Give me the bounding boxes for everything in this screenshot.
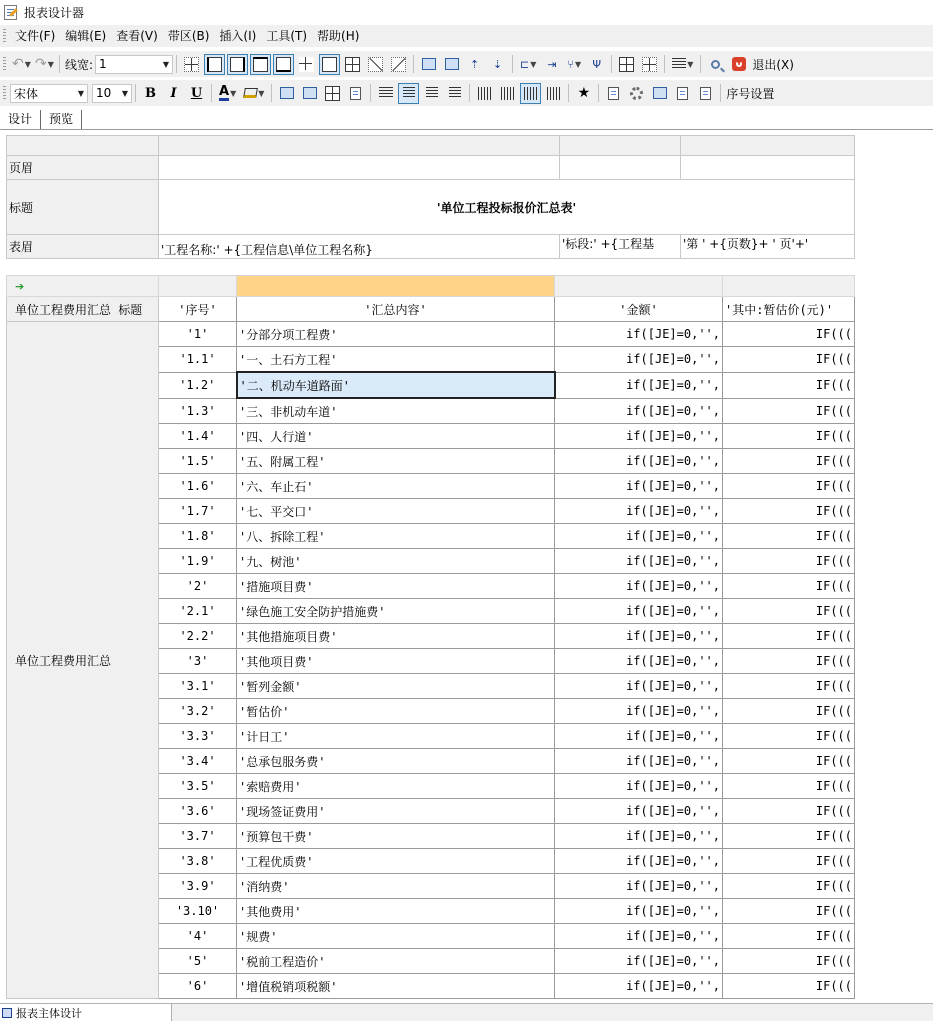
split-icon: ⑂ [567, 57, 575, 71]
menu-insert[interactable]: 插入(I) [219, 29, 257, 43]
row-layout-button[interactable] [639, 54, 660, 75]
menu-file[interactable]: 文件(F) [15, 29, 56, 43]
cell-seq[interactable]: '5' [159, 949, 237, 974]
cell-seq[interactable]: '3.9' [159, 874, 237, 899]
band-label-table-header: 表眉 [7, 235, 159, 259]
cell-amount[interactable]: if([JE]=0,'', [555, 424, 723, 449]
window-titlebar [0, 0, 933, 24]
cell-estimate[interactable]: IF((( [723, 674, 855, 699]
ruler-corner [7, 136, 159, 156]
design-canvas[interactable] [0, 130, 933, 1002]
menu-view[interactable]: 查看(V) [116, 29, 158, 43]
cell-amount[interactable]: if([JE]=0,'', [555, 824, 723, 849]
cell-seq[interactable]: '2' [159, 574, 237, 599]
cell-amount[interactable]: if([JE]=0,'', [555, 372, 723, 398]
separator [611, 55, 612, 73]
cell-seq[interactable]: '3.1' [159, 674, 237, 699]
border-none-button[interactable] [181, 54, 202, 75]
cell-amount[interactable]: if([JE]=0,'', [555, 874, 723, 899]
cell-amount[interactable]: if([JE]=0,'', [555, 974, 723, 999]
separator [469, 84, 470, 102]
cell-amount[interactable]: if([JE]=0,'', [555, 774, 723, 799]
ruler-cell [681, 136, 855, 156]
cell-content[interactable]: '增值税销项税额' [237, 974, 555, 999]
chevron-down-icon: ▼ [77, 88, 84, 98]
menu-edit[interactable]: 编辑(E) [65, 29, 107, 43]
border-right-button[interactable] [227, 54, 248, 75]
cell-content[interactable]: '七、平交口' [237, 499, 555, 524]
cell-estimate[interactable]: IF((( [723, 524, 855, 549]
align-center-icon [426, 87, 438, 99]
cell-estimate[interactable]: IF((( [723, 599, 855, 624]
column-layout-icon [619, 57, 634, 72]
cell-content-selected[interactable]: '二、机动车道路面' [237, 372, 555, 398]
font-size-value: 10 [96, 86, 112, 100]
cell-estimate[interactable]: IF((( [723, 499, 855, 524]
filter-button[interactable] [586, 54, 607, 75]
cell-amount[interactable]: if([JE]=0,'', [555, 574, 723, 599]
seq-settings-button[interactable]: 序号设置 [726, 86, 775, 101]
section-cell[interactable]: '标段:' +{工程基 [560, 235, 681, 259]
border-top-icon [253, 57, 268, 72]
cell-estimate[interactable]: IF((( [723, 799, 855, 824]
table-style-button[interactable] [322, 83, 343, 104]
separator [211, 84, 212, 102]
page-number-cell[interactable]: '第 ' +{页数}+ ' 页'+' [681, 235, 855, 259]
cell-content[interactable]: '税前工程造价' [237, 949, 555, 974]
cell-content[interactable]: '分部分项工程费' [237, 322, 555, 347]
font-size-combo[interactable] [92, 84, 132, 103]
underline-button[interactable] [186, 83, 207, 104]
line-width-label: 线宽: [65, 57, 94, 72]
valign-bottom-icon [524, 87, 537, 100]
border-inner-icon [299, 57, 314, 72]
font-toolbar [0, 80, 933, 106]
status-tab-report-body[interactable] [0, 1004, 172, 1021]
cell-amount[interactable]: if([JE]=0,'', [555, 849, 723, 874]
cell-estimate[interactable]: IF((( [723, 322, 855, 347]
split-button[interactable]: ⑂ ▼ [567, 57, 582, 71]
cell-style-icon [303, 87, 317, 99]
separator [135, 84, 136, 102]
column-layout-button[interactable] [616, 54, 637, 75]
cell-estimate[interactable]: IF((( [723, 398, 855, 424]
cell-seq[interactable]: '1.4' [159, 424, 237, 449]
field-wizard-icon [700, 87, 711, 100]
valign-top-icon [478, 87, 491, 100]
cell-amount[interactable]: if([JE]=0,'', [555, 749, 723, 774]
border-left-button[interactable] [204, 54, 225, 75]
band-label-page-header: 页眉 [7, 156, 159, 180]
valign-distribute-button[interactable] [543, 83, 564, 104]
separator [512, 55, 513, 73]
column-ruler-amount[interactable] [555, 276, 723, 297]
report-properties-icon [677, 87, 688, 100]
cell-content[interactable]: '四、人行道' [237, 424, 555, 449]
cell-estimate[interactable]: IF((( [723, 849, 855, 874]
align-justify-icon [379, 87, 393, 99]
cell-estimate[interactable]: IF((( [723, 372, 855, 398]
undo-icon: ↶ [12, 56, 24, 72]
cell-estimate[interactable]: IF((( [723, 974, 855, 999]
cell-seq[interactable]: '3.4' [159, 749, 237, 774]
border-all-button[interactable] [342, 54, 363, 75]
diagonal-down-icon [368, 57, 383, 72]
report-designer-icon [2, 4, 18, 20]
edit-cell-button[interactable] [345, 83, 366, 104]
cell-seq[interactable]: '3.3' [159, 724, 237, 749]
align-left-icon [403, 87, 415, 99]
diagonal-down-button[interactable] [365, 54, 386, 75]
bold-icon: B [145, 85, 156, 101]
cell-seq[interactable]: '1.9' [159, 549, 237, 574]
cell-seq[interactable]: '3.6' [159, 799, 237, 824]
header-cell-seq[interactable]: '序号' [159, 297, 237, 322]
exit-icon [732, 57, 746, 71]
cell-seq[interactable]: '3.2' [159, 699, 237, 724]
menubar-grip-icon[interactable] [3, 29, 6, 43]
cell-estimate[interactable]: IF((( [723, 724, 855, 749]
cell-estimate[interactable]: IF((( [723, 874, 855, 899]
separator [413, 55, 414, 73]
page-setup-icon [608, 87, 619, 100]
menu-band[interactable]: 带区(B) [167, 29, 210, 43]
cell-amount[interactable]: if([JE]=0,'', [555, 699, 723, 724]
report-properties-button[interactable] [672, 83, 693, 104]
toolbar-grip-icon[interactable] [3, 57, 6, 71]
separator [720, 84, 721, 102]
redo-icon: ↷ [35, 56, 47, 72]
detail-ruler-corner [7, 276, 159, 297]
cell-format-icon [280, 87, 294, 99]
align-right-button[interactable] [444, 83, 465, 104]
export-button[interactable] [649, 83, 670, 104]
cell-estimate[interactable]: IF((( [723, 949, 855, 974]
cell-content[interactable]: '五、附属工程' [237, 449, 555, 474]
arrow-right-icon: ➔ [15, 280, 25, 293]
merge-left-button[interactable] [418, 54, 439, 75]
cell-content[interactable]: '现场签证费用' [237, 799, 555, 824]
cell-amount[interactable]: if([JE]=0,'', [555, 624, 723, 649]
insert-column-icon: ⇥ [547, 57, 557, 71]
border-none-icon [184, 57, 199, 72]
cell-estimate[interactable]: IF((( [723, 774, 855, 799]
cell-content[interactable]: '规费' [237, 924, 555, 949]
cell-seq[interactable]: '3.8' [159, 849, 237, 874]
detail-band-table [6, 275, 855, 999]
cell-amount[interactable]: if([JE]=0,'', [555, 449, 723, 474]
cell-seq[interactable]: '3' [159, 649, 237, 674]
menu-tools[interactable]: 工具(T) [266, 29, 308, 43]
chevron-down-icon: ▼ [162, 59, 170, 69]
cell-seq[interactable]: '3.7' [159, 824, 237, 849]
cell-amount[interactable]: if([JE]=0,'', [555, 474, 723, 499]
separator [370, 84, 371, 102]
cell-content[interactable]: '绿色施工安全防护措施费' [237, 599, 555, 624]
insert-row-icon: ⊏ [520, 57, 530, 71]
toolbar-grip-icon[interactable] [3, 86, 6, 100]
insert-row-button[interactable]: ⊏ ▼ [520, 57, 537, 71]
line-width-combo[interactable] [95, 55, 173, 74]
fill-color-icon [243, 88, 258, 98]
header-cell-estimate[interactable]: '其中:暂估价(元)' [723, 297, 855, 322]
border-bottom-button[interactable] [273, 54, 294, 75]
align-right-icon [449, 87, 461, 99]
cell-amount[interactable]: if([JE]=0,'', [555, 347, 723, 373]
separator [700, 55, 701, 73]
separator [598, 84, 599, 102]
cell-seq[interactable]: '3.5' [159, 774, 237, 799]
cell-seq[interactable]: '1.1' [159, 347, 237, 373]
page-setup-button[interactable] [603, 83, 624, 104]
separator [664, 55, 665, 73]
cell-content[interactable]: '工程优质费' [237, 849, 555, 874]
align-left-button[interactable] [398, 83, 419, 104]
valign-bottom-button[interactable] [520, 83, 541, 104]
merge-right-icon [445, 58, 459, 70]
exit-icon-button[interactable] [728, 54, 749, 75]
column-ruler-seq[interactable] [159, 276, 237, 297]
cell-seq[interactable]: '6' [159, 974, 237, 999]
header-cell-amount[interactable]: '金额' [555, 297, 723, 322]
border-inner-button[interactable] [296, 54, 317, 75]
tab-preview[interactable]: 预览 [40, 110, 82, 129]
window-title: 报表设计器 [24, 5, 85, 20]
border-bottom-icon [276, 57, 291, 72]
border-all-icon [345, 57, 360, 72]
band-label-title: 标题 [7, 180, 159, 235]
cell-format-button[interactable] [276, 83, 297, 104]
print-preview-icon [711, 60, 720, 69]
print-preview-button[interactable] [705, 54, 726, 75]
exit-button[interactable]: 退出(X) [752, 57, 794, 72]
border-right-icon [230, 57, 245, 72]
table-style-icon [325, 86, 340, 101]
cell-amount[interactable]: if([JE]=0,'', [555, 899, 723, 924]
cell-seq[interactable]: '2.2' [159, 624, 237, 649]
chevron-down-icon: ▼ [121, 88, 128, 98]
italic-icon: I [170, 85, 177, 101]
merge-right-button[interactable] [441, 54, 462, 75]
cell-amount[interactable]: if([JE]=0,'', [555, 499, 723, 524]
fill-color-button[interactable]: ▼ [241, 83, 267, 104]
cell-content[interactable]: '三、非机动车道' [237, 398, 555, 424]
cell-estimate[interactable]: IF((( [723, 924, 855, 949]
band-label-detail-header: 单位工程费用汇总 标题 [7, 297, 159, 322]
gear-icon [630, 87, 643, 100]
table-options-button[interactable]: ▼ [669, 54, 696, 75]
valign-top-button[interactable] [474, 83, 495, 104]
align-down-button[interactable] [487, 54, 508, 75]
font-name-combo[interactable] [10, 84, 88, 103]
table-icon [672, 58, 686, 70]
cell-amount[interactable]: if([JE]=0,'', [555, 549, 723, 574]
cell-estimate[interactable]: IF((( [723, 824, 855, 849]
cell-content[interactable]: '计日工' [237, 724, 555, 749]
insert-col-button[interactable] [541, 54, 562, 75]
valign-distribute-icon [547, 87, 560, 100]
cell-seq[interactable]: '4' [159, 924, 237, 949]
cell-amount[interactable]: if([JE]=0,'', [555, 674, 723, 699]
cell-seq[interactable]: '1.6' [159, 474, 237, 499]
star-icon: ★ [577, 85, 591, 101]
cell-content[interactable]: '预算包干费' [237, 824, 555, 849]
band-header-table [6, 135, 855, 259]
tab-design[interactable]: 设计 [0, 110, 40, 129]
cell-seq[interactable]: '1.8' [159, 524, 237, 549]
cell-amount[interactable]: if([JE]=0,'', [555, 398, 723, 424]
merge-left-icon [422, 58, 436, 70]
separator [568, 84, 569, 102]
cell-content[interactable]: '索赔费用' [237, 774, 555, 799]
valign-middle-icon [501, 87, 514, 100]
cell-estimate[interactable]: IF((( [723, 424, 855, 449]
separator [176, 55, 177, 73]
cell-amount[interactable]: if([JE]=0,'', [555, 524, 723, 549]
cell-estimate[interactable]: IF((( [723, 749, 855, 774]
diagonal-up-button[interactable] [388, 54, 409, 75]
cell-content[interactable]: '措施项目费' [237, 574, 555, 599]
page-header-cell[interactable] [159, 156, 560, 180]
font-name-value: 宋体 [14, 86, 39, 101]
font-color-icon: A [219, 83, 230, 99]
cell-content[interactable]: '六、车止石' [237, 474, 555, 499]
report-title-cell[interactable]: '单位工程投标报价汇总表' [159, 180, 855, 235]
band-label-detail-body: 单位工程费用汇总 [7, 322, 159, 999]
cell-estimate[interactable]: IF((( [723, 449, 855, 474]
border-outer-button[interactable] [319, 54, 340, 75]
cell-seq[interactable]: '1.7' [159, 499, 237, 524]
cell-amount[interactable]: if([JE]=0,'', [555, 649, 723, 674]
page-header-cell[interactable] [560, 156, 681, 180]
column-ruler-estimate[interactable] [723, 276, 855, 297]
align-center-button[interactable] [421, 83, 442, 104]
border-top-button[interactable] [250, 54, 271, 75]
cell-content[interactable]: '其他措施项目费' [237, 624, 555, 649]
header-cell-content[interactable]: '汇总内容' [237, 297, 555, 322]
cell-estimate[interactable]: IF((( [723, 574, 855, 599]
cell-content[interactable]: '其他费用' [237, 899, 555, 924]
ruler-cell [159, 136, 560, 156]
cell-content[interactable]: '消纳费' [237, 874, 555, 899]
cell-seq[interactable]: '1' [159, 322, 237, 347]
favorite-button[interactable] [573, 83, 594, 104]
column-ruler-content-selected[interactable] [237, 276, 555, 297]
cell-amount[interactable]: if([JE]=0,'', [555, 949, 723, 974]
field-wizard-button[interactable] [695, 83, 716, 104]
arrow-down-icon: ⇣ [492, 57, 503, 71]
cell-amount[interactable]: if([JE]=0,'', [555, 724, 723, 749]
separator [59, 55, 60, 73]
export-icon [653, 87, 667, 99]
bold-button[interactable] [140, 83, 161, 104]
view-tabs [0, 109, 933, 130]
cell-amount[interactable]: if([JE]=0,'', [555, 322, 723, 347]
cell-content[interactable]: '九、树池' [237, 549, 555, 574]
page-header-cell[interactable] [681, 156, 855, 180]
row-layout-icon [642, 57, 657, 72]
diagonal-up-icon [391, 57, 406, 72]
cell-style-button[interactable] [299, 83, 320, 104]
detail-rows [7, 322, 855, 999]
cell-seq[interactable]: '2.1' [159, 599, 237, 624]
font-color-button[interactable]: A ▼ [219, 83, 237, 99]
underline-icon: U [190, 85, 203, 101]
status-tab-label: 报表主体设计 [16, 1006, 82, 1020]
justify-button[interactable] [375, 83, 396, 104]
cell-estimate[interactable]: IF((( [723, 649, 855, 674]
cell-content[interactable]: '暂估价' [237, 699, 555, 724]
settings-button[interactable] [626, 83, 647, 104]
cell-seq[interactable]: '1.5' [159, 449, 237, 474]
cell-seq[interactable]: '1.2' [159, 372, 237, 398]
cell-seq[interactable]: '1.3' [159, 398, 237, 424]
cell-estimate[interactable]: IF((( [723, 699, 855, 724]
cell-amount[interactable]: if([JE]=0,'', [555, 924, 723, 949]
cell-estimate[interactable]: IF((( [723, 549, 855, 574]
cell-content[interactable]: '暂列金额' [237, 674, 555, 699]
cell-content[interactable]: '一、土石方工程' [237, 347, 555, 373]
project-name-cell[interactable]: '工程名称:' +{工程信息\单位工程名称} [159, 235, 560, 259]
cell-amount[interactable]: if([JE]=0,'', [555, 799, 723, 824]
undo-button[interactable]: ↶ ▼ [12, 56, 31, 72]
report-body-icon [2, 1008, 12, 1018]
filter-icon: Ψ [592, 57, 602, 71]
align-up-button[interactable] [464, 54, 485, 75]
menu-bar [0, 25, 933, 47]
cell-amount[interactable]: if([JE]=0,'', [555, 599, 723, 624]
cell-estimate[interactable]: IF((( [723, 347, 855, 373]
cell-content[interactable]: '八、拆除工程' [237, 524, 555, 549]
line-width-value: 1 [99, 57, 107, 71]
cell-estimate[interactable]: IF((( [723, 474, 855, 499]
edit-icon [350, 87, 361, 100]
table-row [7, 322, 855, 347]
format-toolbar [0, 51, 933, 77]
ruler-cell [560, 136, 681, 156]
arrow-up-icon: ⇡ [469, 57, 480, 71]
border-left-icon [207, 57, 222, 72]
cell-estimate[interactable]: IF((( [723, 899, 855, 924]
redo-button[interactable]: ↷ ▼ [35, 56, 54, 72]
valign-middle-button[interactable] [497, 83, 518, 104]
status-bar [0, 1003, 933, 1021]
italic-button[interactable] [163, 83, 184, 104]
cell-content[interactable]: '总承包服务费' [237, 749, 555, 774]
menu-help[interactable]: 帮助(H) [317, 29, 360, 43]
cell-seq[interactable]: '3.10' [159, 899, 237, 924]
cell-content[interactable]: '其他项目费' [237, 649, 555, 674]
border-outer-icon [322, 57, 337, 72]
cell-estimate[interactable]: IF((( [723, 624, 855, 649]
separator [271, 84, 272, 102]
